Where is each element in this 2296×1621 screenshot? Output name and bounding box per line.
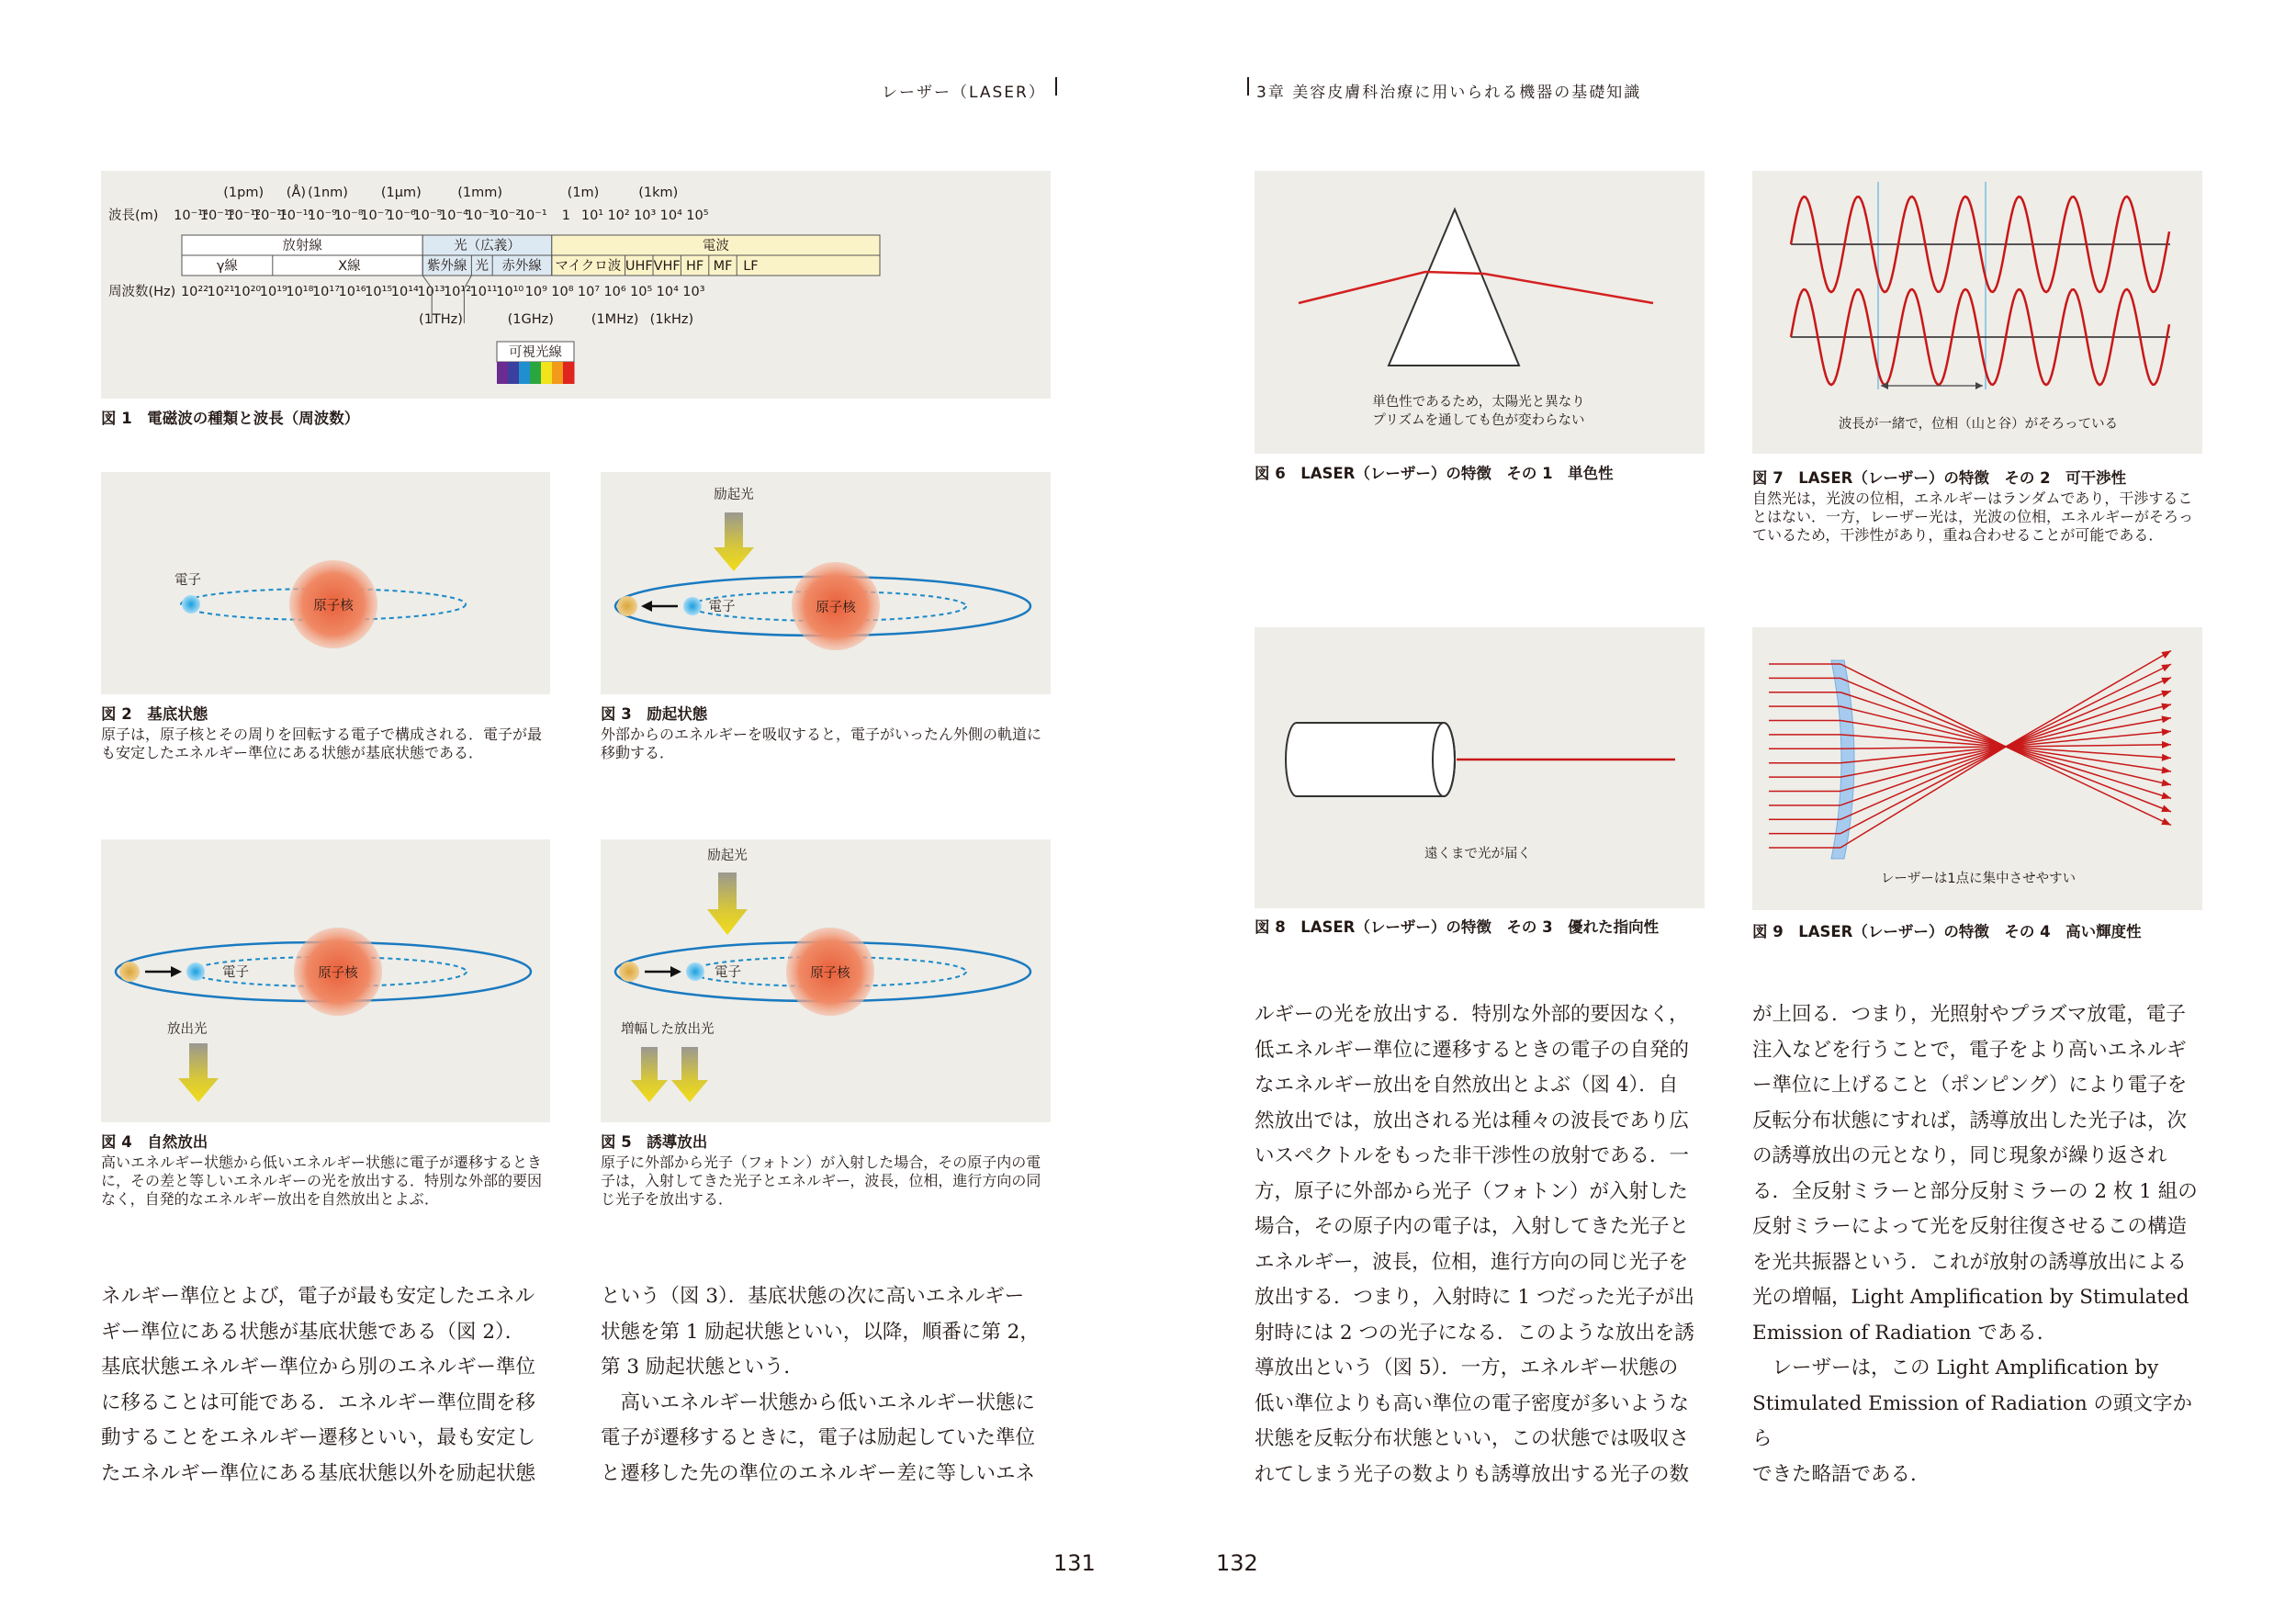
figure-4-caption: 図 4 自然放出 [101,1133,208,1151]
frequency-unit-label: (1GHz) [507,312,554,327]
band-label-row1: 電波 [702,239,729,253]
band-label-row2: UHF [625,259,653,274]
wavelength-tick: 10⁴ [659,208,682,223]
wavelength-tick: 10⁻⁵ [412,208,443,223]
wavelength-tick: 10⁻¹⁰ [278,208,314,223]
brightness-note: レーザーは1点に集中させやすい [1880,872,2077,886]
unit-label-top: (1nm) [308,186,348,200]
emitted-light-arrow [178,1043,219,1102]
electron-label: 電子 [222,965,249,980]
prism-note-line2: プリズムを通しても色が変わらない [1372,413,1585,428]
figure-8-directivity [1255,627,1705,908]
electron [686,962,704,981]
wavelength-tick: 10⁻¹¹ [252,208,287,223]
wavelength-tick: 10⁻⁹ [308,208,337,223]
electron [186,962,205,981]
lens [1831,660,1854,859]
emitted-light-label: 放出光 [167,1022,208,1037]
electron-label: 電子 [708,600,736,614]
header-divider-left [1055,77,1057,96]
figure-6-monochromaticity [1255,171,1705,454]
unit-label-top: (Å) [286,186,307,200]
visible-bracket-right [464,276,471,323]
coherence-note: 波長が一緒で，位相（山と谷）がそろっている [1838,417,2119,432]
converging-ray [1840,747,2006,791]
frequency-tick: 10¹⁵ [365,285,393,299]
arrow-head-icon [171,966,182,977]
amplified-arrow-2 [671,1047,708,1102]
excited-electron [119,962,140,982]
figure-7-coherence [1752,171,2202,454]
figure-5-description: 原子に外部から光子（フォトン）が入射した場合，その原子内の電子は，入射してきた光子とエネルギー，波長，位相，進行方向の同じ光子を放出する． [601,1154,1041,1208]
unit-label-top: (1m) [567,186,600,200]
band-label-row2: マイクロ波 [555,259,622,274]
electron-label: 電子 [174,573,201,588]
em-spectrum-diagram [101,171,1051,399]
spectrum-band [563,362,575,384]
arrow-head-icon [641,601,652,612]
frequency-tick: 10²⁰ [233,285,262,299]
coherence-diagram [1752,171,2202,454]
unit-label-top: (1pm) [223,186,264,200]
directivity-diagram [1255,627,1705,908]
figure-3-excited-state [601,472,1051,694]
wavelength-tick: 10⁵ [686,208,709,223]
figure-5-caption: 図 5 誘導放出 [601,1133,708,1151]
spectrum-band [541,362,553,384]
wavelength-axis-label: 波長(m) [108,208,159,223]
nucleus-label: 原子核 [318,966,358,981]
electron [683,597,702,615]
ground-state-diagram [101,472,550,694]
ray-arrow-icon [2161,715,2171,723]
wavelength-tick: 10⁻⁷ [360,208,390,223]
frequency-tick: 10¹⁴ [390,285,419,299]
wavelength-tick: 10⁻² [491,208,522,223]
frequency-tick: 10¹⁶ [338,285,366,299]
ray-arrow-icon [2161,780,2171,787]
frequency-tick: 10¹³ [417,285,445,299]
wavelength-tick: 10⁻¹⁴ [174,208,208,223]
ray-arrow-icon [2161,805,2171,811]
amplified-arrow-1 [631,1047,668,1102]
ray-arrow-icon [2162,741,2171,749]
band-label-row1: 放射線 [282,239,322,253]
spontaneous-emission-diagram [101,839,550,1122]
electron [182,595,200,614]
frequency-tick: 10³ [682,285,705,299]
excited-electron [619,962,639,982]
converging-ray [1840,747,2006,834]
frequency-unit-label: (1MHz) [591,312,639,327]
ray-arrow-icon [2162,767,2171,774]
running-header-left: レーザー（LASER） [882,84,1046,102]
ray-arrow-icon [2161,818,2171,826]
figure-4-spontaneous-emission [101,839,550,1122]
frequency-tick: 10²² [180,285,209,299]
frequency-axis-label: 周波数(Hz) [108,285,176,299]
visible-light-label: 可視光線 [509,345,562,360]
band-label-row2: LF [743,259,759,274]
converging-ray [1840,692,2006,747]
figure-2-description: 原子は，原子核とその周りを回転する電子で構成される．電子が最も安定したエネルギー準位にある状態が基底状態である． [101,726,543,761]
ray-arrow-icon [2161,792,2171,799]
stimulated-emission-diagram [601,839,1051,1122]
band-label-row2: 紫外線 [427,259,467,274]
diverging-ray [2006,747,2171,798]
ray-arrow-icon [2161,691,2171,698]
excitation-label: 励起光 [714,488,754,502]
unit-label-top: (1μm) [380,186,422,200]
spectrum-band [552,362,564,384]
frequency-tick: 10⁴ [656,285,679,299]
electron-label: 電子 [715,965,741,980]
ray-arrow-icon [2161,678,2171,685]
frequency-tick: 10¹⁰ [496,285,524,299]
nucleus-label: 原子核 [816,601,856,615]
frequency-tick: 10¹⁷ [311,285,341,299]
header-divider-right [1247,77,1249,96]
band-label-row2: MF [713,259,733,274]
amplified-light-label: 増幅した放出光 [621,1022,715,1037]
excitation-arrow [707,872,748,935]
frequency-tick: 10¹¹ [469,285,498,299]
unit-label-top: (1km) [638,186,679,200]
prism [1389,209,1519,366]
diverging-ray [2006,678,2171,747]
wavelength-tick: 10⁻⁶ [386,208,416,223]
converging-ray [1840,747,2006,819]
frequency-tick: 10⁵ [630,285,653,299]
excitation-label: 励起光 [707,849,748,863]
figure-6-caption: 図 6 LASER（レーザー）の特徴 その 1 単色性 [1255,465,1614,482]
frequency-tick: 10¹⁹ [259,285,287,299]
wavelength-tick: 10⁻⁸ [333,208,364,223]
wavelength-tick: 10⁻¹² [226,208,262,223]
ray-arrow-icon [2161,664,2171,671]
band-label-row1: 光（広義） [454,239,521,253]
figure-1-caption: 図 1 電磁波の種類と波長（周波数） [101,410,360,427]
frequency-tick: 10⁹ [524,285,547,299]
excited-state-diagram [601,472,1051,694]
band-label-row2: HF [685,259,704,274]
diverging-ray [2006,704,2171,747]
band-label-row2: 光 [475,259,490,274]
frequency-tick: 10⁶ [603,285,626,299]
prism-note-line1: 単色性であるため，太陽光と異なり [1372,395,1585,410]
arrow-head-icon [670,966,681,977]
figure-3-caption: 図 3 励起状態 [601,705,708,723]
frequency-tick: 10¹² [443,285,472,299]
figure-1-spectrum [101,171,1051,399]
excitation-arrow [714,512,754,571]
spectrum-band [530,362,542,384]
wavelength-tick: 1 [561,208,571,223]
band-label-row2: VHF [653,259,681,274]
figure-9-brightness [1752,627,2202,910]
frequency-tick: 10²¹ [207,285,235,299]
wavelength-tick: 10⁻¹³ [199,208,235,223]
body-text-column-4: が上回る．つまり，光照射やプラズマ放電，電子 注入などを行うことで，電子をより高いエネルギ ー準位に上げること（ポンピング）により電子を 反転分布状態にすれば，誘導放出した光子は，次 の誘導放出の元となり，同じ現象が繰り返され る．全反射ミラーと部分反射ミラーの 2 枚 1 組の 反射ミラーによって光を反射往復させるこの構造 を光共振器という．これが放射の誘導放出による 光の増幅，Light Amplification by Stimulated Emission of Radiation である． レーザーは，この Light Amplification by Stimulated Emission of Radiation の頭文字から できた略語である． [1752,1003,2198,1486]
figure-8-caption: 図 8 LASER（レーザー）の特徴 その 3 優れた指向性 [1255,918,1660,936]
wavelength-tick: 10⁻¹ [517,208,547,223]
laser-tube [1286,723,1455,796]
frequency-unit-label: (1kHz) [649,312,694,327]
excited-electron [617,596,637,616]
figure-3-description: 外部からのエネルギーを吸収すると，電子がいったん外側の軌道に移動する． [601,726,1042,761]
figure-7-description: 自然光は，光波の位相，エネルギーはランダムであり，干渉することはない．一方，レーザー光は，光波の位相，エネルギーがそろっているため，干渉性があり，重ね合わせることが可能である． [1752,490,2194,544]
ray-arrow-icon [2162,728,2171,736]
wavelength-tick: 10³ [634,208,657,223]
wavelength-tick: 10⁻⁴ [439,208,468,223]
nucleus-label: 原子核 [810,966,850,981]
frequency-tick: 10⁷ [577,285,601,299]
page-number-right: 132 [1216,1550,1258,1576]
frequency-tick: 10⁸ [551,285,574,299]
ray-arrow-icon [2162,754,2171,761]
arrow-right-icon [1975,382,1983,389]
spectrum-band [508,362,520,384]
figure-9-caption: 図 9 LASER（レーザー）の特徴 その 4 高い輝度性 [1752,923,2142,940]
frequency-unit-label: (1THz) [419,312,463,327]
running-header-right: 3章 美容皮膚科治療に用いられる機器の基礎知識 [1256,84,1642,102]
brightness-diagram [1752,627,2202,910]
prism-diagram [1255,171,1705,454]
directivity-note: 遠くまで光が届く [1424,847,1531,861]
band-label-row2: X線 [338,259,361,274]
body-text-column-1: ネルギー準位とよび，電子が最も安定したエネル ギー準位にある状態が基底状態である（図 2）． 基底状態エネルギー準位から別のエネルギー準位 に移ることは可能である．エネルギー準位間を移 動することをエネルギー遷移といい，最も安定し たエネルギー準位にある基底状態以外を励起状態 [101,1285,536,1485]
figure-2-caption: 図 2 基底状態 [101,705,208,723]
figure-7-caption: 図 7 LASER（レーザー）の特徴 その 2 可干渉性 [1752,469,2127,487]
frequency-tick: 10¹⁸ [286,285,314,299]
diverging-ray [2006,664,2171,747]
wavelength-tick: 10⁻³ [465,208,495,223]
band-label-row2: 赤外線 [501,259,542,274]
band-label-row2: γ線 [216,259,238,274]
wavelength-tick: 10¹ [580,208,604,223]
unit-label-top: (1mm) [457,186,502,200]
spectrum-band [497,362,509,384]
body-text-column-3: ルギーの光を放出する．特別な外部的要因なく， 低エネルギー準位に遷移するときの電子の自発的 なエネルギー放出を自然放出とよぶ（図 4）．自 然放出では，放出される光は種々の波長であり広 いスペクトルをもった非干渉性の放射である．一 方，原子に外部から光子（フォトン）が入射した 場合，その原子内の電子は，入射してきた光子と エネルギー，波長，位相，進行方向の同じ光子を 放出する．つまり，入射時に 1 つだった光子が出 射時には 2 つの光子になる．このような放出を誘 導放出という（図 5）．一方，エネルギー状態の 低い準位よりも高い準位の電子密度が多いような 状態を反転分布状態といい，この状態では吸収さ れてしまう光子の数よりも誘導放出する光子の数 [1255,1003,1694,1486]
body-text-column-2: という（図 3）．基底状態の次に高いエネルギー 状態を第 1 励起状態といい，以降，順番に第 2， 第 3 励起状態という． 高いエネルギー状態から低いエネルギー状態に 電子が遷移するときに，電子は励起していた準位 と遷移した先の準位のエネルギー差に等しいエネ [601,1285,1040,1485]
figure-2-ground-state [101,472,550,694]
figure-5-stimulated-emission [601,839,1051,1122]
page-number-left: 131 [1053,1550,1096,1576]
spectrum-band [519,362,531,384]
wavelength-tick: 10² [607,208,630,223]
figure-4-description: 高いエネルギー状態から低いエネルギー状態に電子が遷移するときに，その差と等しいエネルギーの光を放出する．特別な外部的要因なく，自発的なエネルギー放出を自然放出とよぶ． [101,1154,543,1208]
nucleus-label: 原子核 [313,599,354,614]
ray-arrow-icon [2161,651,2171,659]
